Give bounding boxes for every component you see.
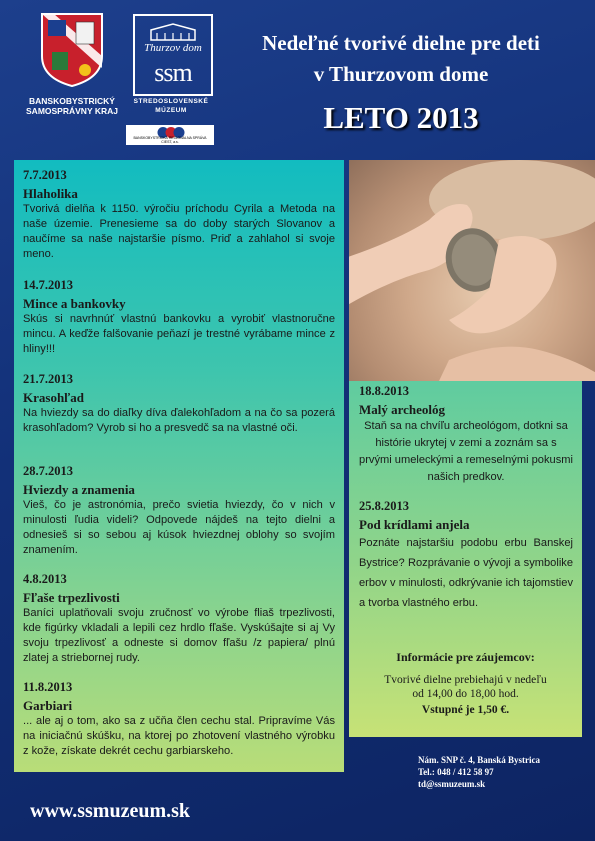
- museum-name-line2: MÚZEUM: [155, 107, 187, 114]
- event-date: 4.8.2013: [23, 572, 67, 586]
- event-description: Staň sa na chvíľu archeológom, dotkni sa histórie ukrytej v zemi a zoznám sa s prvými umeleckými a remeselnými pokusmi našich predkov.: [359, 420, 573, 483]
- event-description: Vieš, čo je astronómia, prečo svietia hviezdy, čo v nich v minulosti ľudia videli? Odpovede nájdeš na tejto dielni a odnesieš si so sebou aj kúsok hviezdnej oblohy so svojím znamením.: [23, 499, 335, 556]
- website-link[interactable]: www.ssmuzeum.sk: [30, 800, 191, 822]
- contact-address: Nám. SNP č. 4, Banská Bystrica: [418, 755, 541, 765]
- hands-with-coin-photo: [349, 160, 595, 381]
- event-date: 21.7.2013: [23, 372, 73, 386]
- event-title: Mince a bankovky: [23, 296, 126, 311]
- event-item: [23, 464, 335, 558]
- info-price: Vstupné je 1,50 €.: [421, 704, 510, 716]
- event-description: Na hviezdy sa do diaľky díva ďalekohľadom a na čo sa pozerá krasohľadom? Vyrob si ho a presvedč sa na vlastné oči.: [23, 407, 335, 434]
- left-events-panel: [14, 160, 344, 772]
- museum-logo-text: ssm: [154, 58, 192, 87]
- page-title: [222, 28, 580, 90]
- title-line1: Nedeľné tvorivé dielne pre deti: [262, 31, 540, 55]
- event-title: Krasohľad: [23, 390, 84, 405]
- event-description: Skús si navrhnúť vlastnú bankovku a vyrobiť vlastnoručne mincu. A keďže falšovanie peňazí je trestné vyrábame mince z hliny!!!: [23, 313, 335, 355]
- event-title: Malý archeológ: [359, 402, 446, 417]
- event-date: 11.8.2013: [23, 680, 73, 694]
- museum-name: [128, 97, 214, 115]
- season-title: LETO 2013: [323, 100, 479, 135]
- museum-building-name: Thurzov dom: [144, 42, 202, 54]
- sponsor-logo-text: BANSKOBYSTRICKÁ REGIONÁLNA SPRÁVA CIEST, a.s.: [133, 136, 207, 144]
- event-title: Pod krídlami anjela: [359, 517, 470, 532]
- event-title: Garbiari: [23, 698, 73, 713]
- event-item: [23, 572, 335, 666]
- event-title: Hviezdy a znamenia: [23, 482, 135, 497]
- event-description: Tvorivá dielňa k 1150. výročiu príchodu Cyrila a Metoda na naše územie. Prenesieme sa do doby starých Slovanov a naučíme sa naše najstaršie písmo. Priď a zahlahol si svoje meno.: [23, 203, 335, 260]
- photo-illustration: [349, 160, 595, 381]
- event-item: [23, 278, 335, 357]
- event-title: Fľaše trpezlivosti: [23, 590, 120, 605]
- event-description: ... ale aj o tom, ako sa z učňa člen cechu stal. Pripravíme Vás na iniciačnú skúšku, na ktorej po zhotovení vlastného výrobku z kože, získate dekrét cechu garbiarskeho.: [23, 715, 335, 757]
- org-name-line2: SAMOSPRÁVNY KRAJ: [26, 106, 118, 116]
- event-title: Hlaholika: [23, 186, 78, 201]
- event-item: [23, 168, 335, 262]
- right-events-panel: [349, 381, 582, 737]
- info-box: [349, 649, 582, 718]
- org-name-line1: BANSKOBYSTRICKÝ: [29, 96, 115, 106]
- museum-name-line1: STREDOSLOVENSKÉ: [133, 98, 209, 105]
- coat-of-arms-logo: [40, 12, 104, 88]
- info-schedule: [349, 673, 582, 701]
- event-date: 25.8.2013: [359, 499, 409, 513]
- contact-email[interactable]: td@ssmuzeum.sk: [418, 779, 486, 789]
- building-icon: [149, 22, 197, 42]
- event-item: [23, 372, 335, 436]
- event-item: [23, 680, 335, 759]
- info-line2: od 14,00 do 18,00 hod.: [412, 688, 519, 700]
- org-name: [12, 96, 132, 116]
- info-heading: Informácie pre záujemcov:: [396, 650, 535, 664]
- header: [0, 0, 595, 160]
- event-date: 14.7.2013: [23, 278, 73, 292]
- event-date: 18.8.2013: [359, 384, 409, 398]
- contact-phone: Tel.: 048 / 412 58 97: [418, 767, 494, 777]
- event-date: 7.7.2013: [23, 168, 67, 182]
- museum-logo: [133, 14, 213, 96]
- title-line2: v Thurzovom dome: [313, 62, 489, 86]
- info-line1: Tvorivé dielne prebiehajú v nedeľu: [384, 674, 547, 686]
- event-description: Baníci uplatňovali svoju zručnosť vo výrobe fliaš trpezlivosti, kde figúrky vkladali a lepili cez hrdlo fľaše. Vyskúšajte si aj Vy svoju trpezlivosť a odneste si domov fľašu /z papiera/ plnú zlatej a striebornej rudy.: [23, 607, 335, 664]
- event-description: Poznáte najstaršiu podobu erbu Banskej Bystrice? Rozprávanie o vývoji a symbolike erbov v minulosti, odkrývanie ich tajomstiev a tvorba vlastného erbu.: [359, 537, 573, 609]
- event-date: 28.7.2013: [23, 464, 73, 478]
- event-item: [359, 499, 573, 613]
- event-item: [359, 384, 573, 486]
- sponsor-logo: [126, 125, 214, 145]
- contact-block: [418, 754, 540, 790]
